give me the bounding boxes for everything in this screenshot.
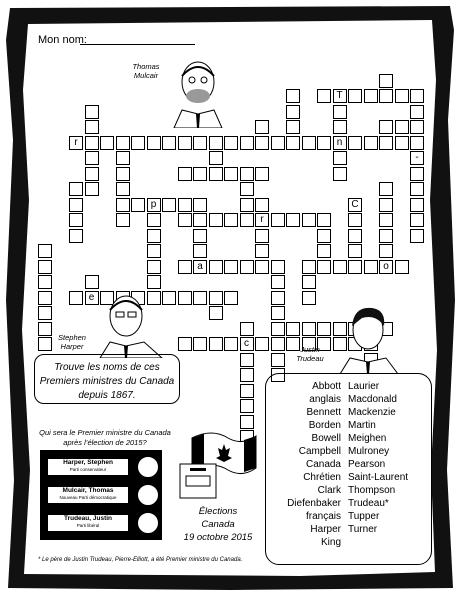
- crossword-cell[interactable]: [364, 260, 378, 274]
- word-list-item: Thompson: [348, 485, 396, 496]
- crossword-cell[interactable]: [317, 260, 331, 274]
- crossword-cell[interactable]: [348, 213, 362, 227]
- crossword-cell[interactable]: [38, 291, 52, 305]
- word-list-item: Mackenzie: [348, 407, 396, 418]
- mulcair-portrait-icon: [168, 56, 228, 128]
- crossword-cell[interactable]: [147, 136, 161, 150]
- crossword-given-letter: T: [336, 90, 343, 101]
- crossword-cell[interactable]: [193, 198, 207, 212]
- footnote: * Le père de Justin Trudeau, Pierre-Elliott, a été Premier ministre du Canada.: [38, 557, 243, 563]
- crossword-cell[interactable]: [38, 244, 52, 258]
- crossword-cell[interactable]: [286, 105, 300, 119]
- crossword-given-letter: r: [260, 214, 264, 225]
- crossword-cell[interactable]: [240, 260, 254, 274]
- word-list-item: Turner: [348, 524, 378, 535]
- crossword-cell[interactable]: [410, 136, 424, 150]
- word-list-item: français: [305, 511, 341, 522]
- crossword-cell[interactable]: [240, 415, 254, 429]
- crossword-cell[interactable]: [317, 213, 331, 227]
- crossword-cell[interactable]: [240, 384, 254, 398]
- crossword-given-letter: n: [336, 136, 343, 148]
- crossword-cell[interactable]: [224, 337, 238, 351]
- crossword-cell[interactable]: [271, 337, 285, 351]
- crossword-cell[interactable]: [333, 151, 347, 165]
- ballot-circle-mulcair[interactable]: [138, 485, 158, 505]
- crossword-cell[interactable]: [302, 322, 316, 336]
- crossword-cell[interactable]: [364, 136, 378, 150]
- word-list-item: Diefenbaker: [287, 498, 341, 509]
- crossword-cell[interactable]: [147, 260, 161, 274]
- election-line3: 19 octobre 2015: [183, 532, 253, 543]
- crossword-given-letter: r: [74, 136, 78, 148]
- harper-portrait-icon: [96, 288, 166, 358]
- crossword-cell[interactable]: [147, 213, 161, 227]
- crossword-cell[interactable]: [410, 89, 424, 103]
- crossword-cell[interactable]: [240, 368, 254, 382]
- crossword-cell[interactable]: [395, 89, 409, 103]
- crossword-cell[interactable]: [255, 136, 269, 150]
- word-list-item: Tupper: [348, 511, 380, 522]
- ballot: [40, 450, 162, 540]
- crossword-cell[interactable]: [209, 213, 223, 227]
- crossword-given-letter: e: [88, 291, 95, 303]
- crossword-cell[interactable]: [85, 275, 99, 289]
- crossword-cell[interactable]: [69, 198, 83, 212]
- word-list-item: Abbott: [312, 381, 341, 392]
- crossword-cell[interactable]: [240, 213, 254, 227]
- ballot-circle-harper[interactable]: [138, 457, 158, 477]
- crossword-cell[interactable]: [410, 229, 424, 243]
- crossword-cell[interactable]: [286, 322, 300, 336]
- crossword-cell[interactable]: [379, 89, 393, 103]
- crossword-cell[interactable]: [69, 182, 83, 196]
- crossword-cell[interactable]: [85, 167, 99, 181]
- crossword-cell[interactable]: [131, 198, 145, 212]
- crossword-cell[interactable]: [178, 213, 192, 227]
- crossword-cell[interactable]: [286, 213, 300, 227]
- word-list-item: Pearson: [348, 459, 386, 470]
- crossword-cell[interactable]: [38, 322, 52, 336]
- word-list-item: Chrétien: [303, 472, 341, 483]
- word-list-item: Mulroney: [348, 446, 390, 457]
- crossword-cell[interactable]: [69, 213, 83, 227]
- crossword-cell[interactable]: [116, 167, 130, 181]
- crossword-cell[interactable]: [348, 244, 362, 258]
- crossword-given-letter: p: [150, 198, 157, 210]
- word-list-item: Saint-Laurent: [348, 472, 409, 483]
- crossword-cell[interactable]: [379, 244, 393, 258]
- crossword-cell[interactable]: [286, 136, 300, 150]
- crossword-cell[interactable]: [302, 291, 316, 305]
- crossword-cell[interactable]: [410, 120, 424, 134]
- crossword-cell[interactable]: [209, 306, 223, 320]
- crossword-cell[interactable]: [286, 120, 300, 134]
- crossword-cell[interactable]: [178, 337, 192, 351]
- crossword-cell[interactable]: [333, 167, 347, 181]
- trudeau-caption: Justin Trudeau: [296, 345, 324, 363]
- crossword-cell[interactable]: [333, 260, 347, 274]
- ballot-option-trudeau: Trudeau, Justin Parti libéral: [48, 515, 128, 531]
- ballot-circle-trudeau[interactable]: [138, 513, 158, 533]
- crossword-cell[interactable]: [364, 89, 378, 103]
- crossword-cell[interactable]: [410, 167, 424, 181]
- crossword-cell[interactable]: [395, 260, 409, 274]
- crossword-cell[interactable]: [379, 74, 393, 88]
- crossword-given-letter: o: [383, 260, 389, 272]
- crossword-cell[interactable]: [348, 136, 362, 150]
- crossword-given-letter: a: [197, 260, 203, 272]
- crossword-cell[interactable]: [209, 167, 223, 181]
- crossword-cell[interactable]: [209, 291, 223, 305]
- crossword-cell[interactable]: [240, 322, 254, 336]
- mulcair-caption: Thomas Mulcair: [132, 62, 160, 80]
- crossword-cell[interactable]: [333, 120, 347, 134]
- crossword-cell[interactable]: [178, 260, 192, 274]
- crossword-cell[interactable]: [255, 198, 269, 212]
- ballot-option-mulcair: Mulcair, Thomas Nouveau Parti démocratique: [48, 487, 128, 503]
- crossword-cell[interactable]: [379, 198, 393, 212]
- crossword-cell[interactable]: [379, 120, 393, 134]
- crossword-cell[interactable]: [178, 198, 192, 212]
- word-list-item: Campbell: [298, 446, 341, 457]
- crossword-cell[interactable]: [240, 136, 254, 150]
- election-info: [178, 505, 258, 544]
- crossword-cell[interactable]: [116, 182, 130, 196]
- crossword-cell[interactable]: [224, 213, 238, 227]
- crossword-cell[interactable]: [38, 306, 52, 320]
- word-list-item: King: [320, 537, 341, 548]
- word-list-item: Martin: [348, 420, 376, 431]
- crossword-given-letter: C: [351, 198, 359, 210]
- crossword-cell[interactable]: [85, 120, 99, 134]
- crossword-given-letter: c: [244, 338, 249, 349]
- crossword-cell[interactable]: [224, 167, 238, 181]
- word-list-item: Borden: [308, 420, 341, 431]
- crossword-cell[interactable]: [348, 89, 362, 103]
- crossword-cell[interactable]: [317, 229, 331, 243]
- crossword-cell[interactable]: [395, 136, 409, 150]
- crossword-cell[interactable]: [38, 275, 52, 289]
- crossword-cell[interactable]: [209, 151, 223, 165]
- crossword-cell[interactable]: [224, 260, 238, 274]
- harper-caption: Stephen Harper: [58, 333, 86, 351]
- crossword-cell[interactable]: [193, 213, 207, 227]
- crossword-cell[interactable]: [209, 260, 223, 274]
- crossword-cell[interactable]: [178, 291, 192, 305]
- word-list-item: Laurier: [348, 381, 380, 392]
- crossword-cell[interactable]: [69, 291, 83, 305]
- trudeau-portrait-icon: [336, 302, 400, 374]
- crossword-cell[interactable]: [271, 136, 285, 150]
- crossword-cell[interactable]: [178, 136, 192, 150]
- crossword-cell[interactable]: [240, 198, 254, 212]
- crossword-cell[interactable]: [147, 244, 161, 258]
- crossword-cell[interactable]: [379, 229, 393, 243]
- crossword-cell[interactable]: [240, 353, 254, 367]
- crossword-cell[interactable]: [85, 182, 99, 196]
- crossword-cell[interactable]: [162, 136, 176, 150]
- crossword-cell[interactable]: [193, 244, 207, 258]
- crossword-cell[interactable]: [302, 136, 316, 150]
- crossword-cell[interactable]: [379, 182, 393, 196]
- crossword-cell[interactable]: [193, 167, 207, 181]
- crossword-cell[interactable]: [85, 136, 99, 150]
- election-line1: Élections: [198, 506, 238, 517]
- word-list-item: Bennett: [306, 407, 341, 418]
- name-input-line[interactable]: [80, 44, 195, 45]
- crossword-cell[interactable]: [255, 260, 269, 274]
- crossword-cell[interactable]: [317, 136, 331, 150]
- instructions-callout: Trouve les noms de ces Premiers ministres du Canada depuis 1867.: [34, 354, 180, 404]
- crossword-cell[interactable]: [38, 260, 52, 274]
- crossword-cell[interactable]: [255, 120, 269, 134]
- crossword-cell[interactable]: [317, 89, 331, 103]
- ballot-option-harper: Harper, Stephen Parti conservateur: [48, 459, 128, 475]
- crossword-cell[interactable]: [85, 105, 99, 119]
- crossword-cell[interactable]: [178, 167, 192, 181]
- crossword-cell[interactable]: [69, 229, 83, 243]
- crossword-cell[interactable]: [271, 322, 285, 336]
- crossword-cell[interactable]: [38, 337, 52, 351]
- crossword-cell[interactable]: [209, 136, 223, 150]
- crossword-cell[interactable]: [147, 229, 161, 243]
- word-list-item: Harper: [310, 524, 341, 535]
- crossword-cell[interactable]: [100, 136, 114, 150]
- crossword-cell[interactable]: [348, 229, 362, 243]
- crossword-cell[interactable]: [317, 244, 331, 258]
- election-line2: Canada: [201, 519, 235, 530]
- crossword-cell[interactable]: [255, 244, 269, 258]
- crossword-cell[interactable]: [410, 198, 424, 212]
- word-list-item: Macdonald: [348, 394, 397, 405]
- crossword-cell[interactable]: [240, 182, 254, 196]
- crossword-cell[interactable]: [271, 260, 285, 274]
- crossword-cell[interactable]: [271, 275, 285, 289]
- crossword-cell[interactable]: [333, 105, 347, 119]
- word-list: [265, 373, 432, 565]
- crossword-cell[interactable]: [224, 291, 238, 305]
- crossword-cell[interactable]: [379, 136, 393, 150]
- word-list-column-1: [287, 380, 341, 549]
- crossword-cell[interactable]: [85, 151, 99, 165]
- crossword-cell[interactable]: [193, 337, 207, 351]
- word-list-item: Trudeau*: [348, 498, 389, 509]
- crossword-cell[interactable]: [162, 198, 176, 212]
- crossword-cell[interactable]: [410, 105, 424, 119]
- election-question: Qui sera le Premier ministre du Canada après l’élection de 2015?: [39, 428, 171, 447]
- word-list-item: anglais: [309, 394, 341, 405]
- crossword-cell[interactable]: [193, 229, 207, 243]
- crossword-cell[interactable]: [240, 167, 254, 181]
- crossword-cell[interactable]: [271, 213, 285, 227]
- ballot-box-flag-icon: [172, 428, 262, 504]
- crossword-cell[interactable]: [193, 291, 207, 305]
- crossword-cell[interactable]: [240, 399, 254, 413]
- crossword-cell[interactable]: [193, 136, 207, 150]
- crossword-cell[interactable]: [116, 213, 130, 227]
- crossword-cell[interactable]: [255, 337, 269, 351]
- crossword-cell[interactable]: [255, 229, 269, 243]
- crossword-cell[interactable]: [410, 182, 424, 196]
- crossword-cell[interactable]: [271, 353, 285, 367]
- name-label: Mon nom:: [38, 34, 87, 46]
- crossword-given-letter: -: [415, 152, 419, 163]
- crossword-cell[interactable]: [395, 120, 409, 134]
- crossword-cell[interactable]: [348, 260, 362, 274]
- crossword-cell[interactable]: [116, 198, 130, 212]
- crossword-cell[interactable]: [302, 213, 316, 227]
- crossword-cell[interactable]: [302, 275, 316, 289]
- word-list-item: Meighen: [348, 433, 387, 444]
- crossword-cell[interactable]: [147, 275, 161, 289]
- word-list-item: Canada: [305, 459, 341, 470]
- word-list-column-2: [348, 380, 408, 536]
- crossword-cell[interactable]: [286, 89, 300, 103]
- crossword-cell[interactable]: [116, 151, 130, 165]
- crossword-cell[interactable]: [116, 136, 130, 150]
- crossword-cell[interactable]: [317, 322, 331, 336]
- crossword-cell[interactable]: [271, 291, 285, 305]
- crossword-cell[interactable]: [379, 213, 393, 227]
- crossword-cell[interactable]: [271, 306, 285, 320]
- crossword-cell[interactable]: [209, 337, 223, 351]
- crossword-cell[interactable]: [302, 260, 316, 274]
- crossword-cell[interactable]: [131, 136, 145, 150]
- word-list-item: Clark: [317, 485, 341, 496]
- crossword-cell[interactable]: [224, 136, 238, 150]
- crossword-cell[interactable]: [410, 213, 424, 227]
- word-list-item: Bowell: [311, 433, 341, 444]
- crossword-cell[interactable]: [255, 167, 269, 181]
